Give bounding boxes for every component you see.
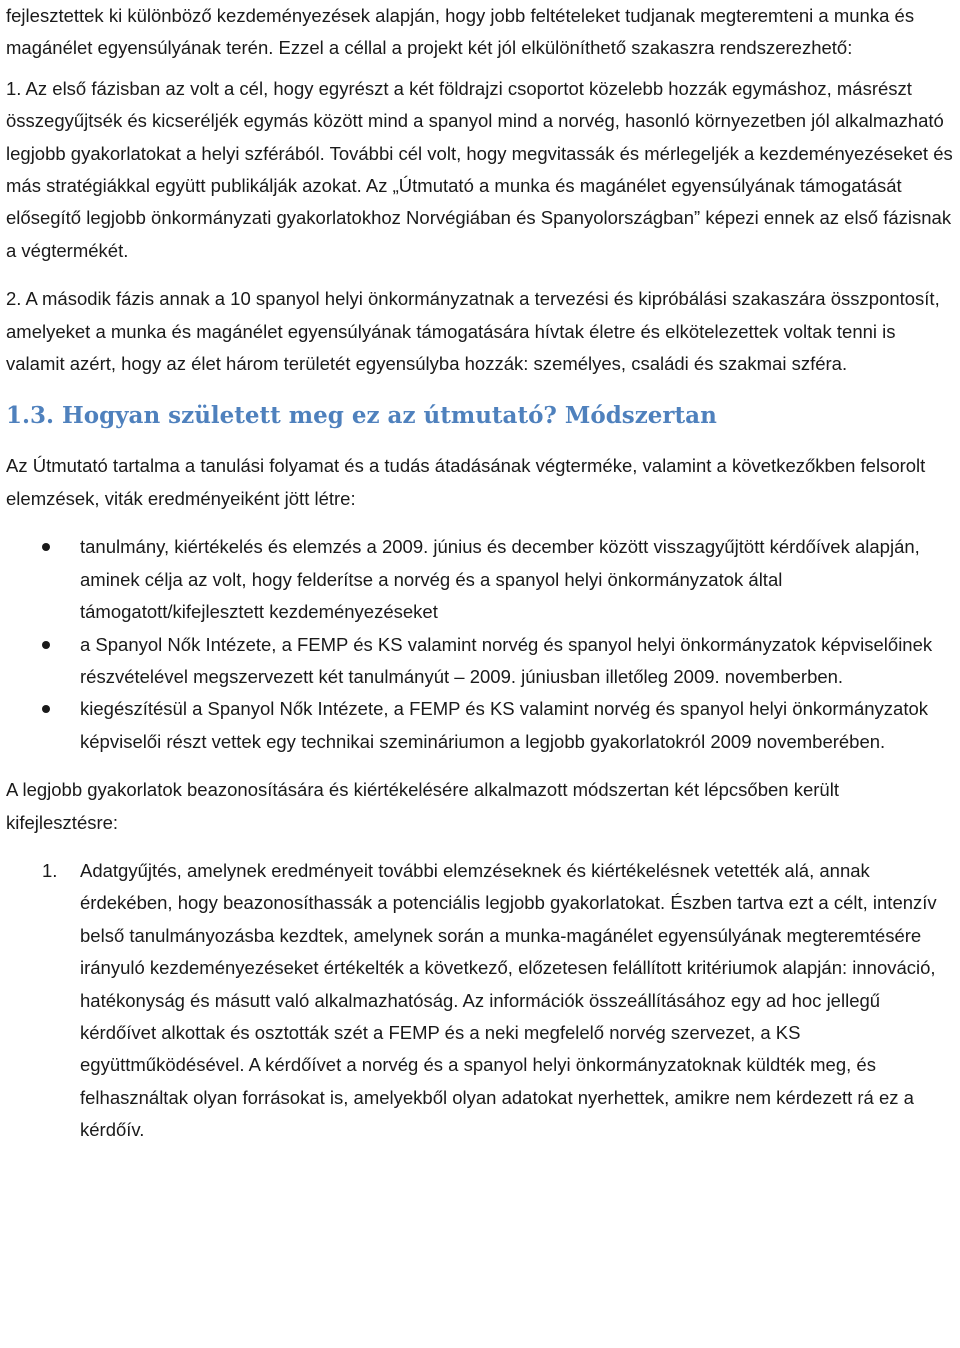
list-item-text: kiegészítésül a Spanyol Nők Intézete, a FEMP és KS valamint norvég és spanyol helyi önkormányzatok képviselői részt vettek egy technikai szemináriumon a legjobb gyakorlatokról 2009 novemberében. <box>80 698 929 752</box>
list-item <box>6 531 954 628</box>
bullet-icon <box>42 543 50 551</box>
section-heading: 1.3. Hogyan született meg ez az útmutató? Módszertan <box>6 402 717 430</box>
list-item-text: tanulmány, kiértékelés és elemzés a 2009. június és december között visszagyűjtött kérdőívek alapján, aminek célja az volt, hogy felderítse a norvég és a spanyol helyi önkormányzatok által támogatott/kifejlesztett kezdeményezéseket <box>80 536 920 623</box>
phase-one-paragraph: 1. Az első fázisban az volt a cél, hogy egyrészt a két földrajzi csoportot közelebb hozzák egymáshoz, másrészt összegyűjtsék és kicseréljék egymás között mind a spanyol mind a norvég, hasonló környezetben jól alkalmazható legjobb gyakorlatokat a helyi szférából. További cél volt, hogy megvitassák és mérlegeljék a kezdeményezéseket és más stratégiákkal együtt publikálják azokat. Az „Útmutató a munka és magánélet egyensúlyának támogatását elősegítő legjobb önkormányzati gyakorlatokhoz Norvégiában és Spanyolországban” képezi ennek az első fázisnak a végtermékét. <box>6 77 953 261</box>
list-item <box>6 629 954 694</box>
list-item <box>6 693 954 758</box>
methodology-paragraph: A legjobb gyakorlatok beazonosítására és kiértékelésére alkalmazott módszertan két lépcsőben került kifejlesztésre: <box>6 779 839 833</box>
step-number: 1. <box>42 859 58 881</box>
section-lead-paragraph: Az Útmutató tartalma a tanulási folyamat és a tudás átadásának végterméke, valamint a következőkben felsorolt elemzések, viták eredményeiként jött létre: <box>6 455 926 509</box>
bullet-icon <box>42 705 50 713</box>
list-item <box>6 855 954 1147</box>
sources-bullet-list <box>6 531 954 758</box>
methodology-steps-list <box>6 855 954 1147</box>
list-item-text: a Spanyol Nők Intézete, a FEMP és KS valamint norvég és spanyol helyi önkormányzatok képviselőinek részvételével megszervezett két tanulmányút – 2009. júniusban illetőleg 2009. novemberben. <box>80 633 933 687</box>
intro-paragraph: fejlesztettek ki különböző kezdeményezések alapján, hogy jobb feltételeket tudjanak megteremteni a munka és magánélet egyensúlyának terén. Ezzel a céllal a projekt két jól elkülöníthető szakaszra rendszerezhető: <box>6 5 915 59</box>
list-item-text: Adatgyűjtés, amelynek eredményeit további elemzéseknek és kiértékelésnek vetették alá, annak érdekében, hogy beazonosíthassák a potenciális legjobb gyakorlatokat. Észben tartva ezt a célt, intenzív belső tanulmányozásba kezdtek, amelynek során a munka-magánélet egyensúlyának megteremtésére irányuló kezdeményezéseket értékelték a következő, előzetesen felállított kritériumok alapján: innováció, hatékonyság és másutt való alkalmazhatóság. Az információk összeállításához egy ad hoc jellegű kérdőívet alkottak és osztották szét a FEMP és a neki megfelelő norvég szervezet, a KS együttműködésével. A kérdőívet a norvég és a spanyol helyi önkormányzatoknak küldték meg, és felhasználtak olyan forrásokat is, amelyekből olyan adatokat nyerhettek, amikre nem kérdezett rá ez a kérdőív. <box>80 859 937 1141</box>
bullet-icon <box>42 641 50 649</box>
phase-two-paragraph: 2. A második fázis annak a 10 spanyol helyi önkormányzatnak a tervezési és kipróbálási szakaszára összpontosít, amelyeket a munka és magánélet egyensúlyának támogatására hívtak életre és elkötelezettek voltak tenni is valamit azért, hogy az élet három területét egyensúlyba hozzák: személyes, családi és szakmai szféra. <box>6 288 940 375</box>
